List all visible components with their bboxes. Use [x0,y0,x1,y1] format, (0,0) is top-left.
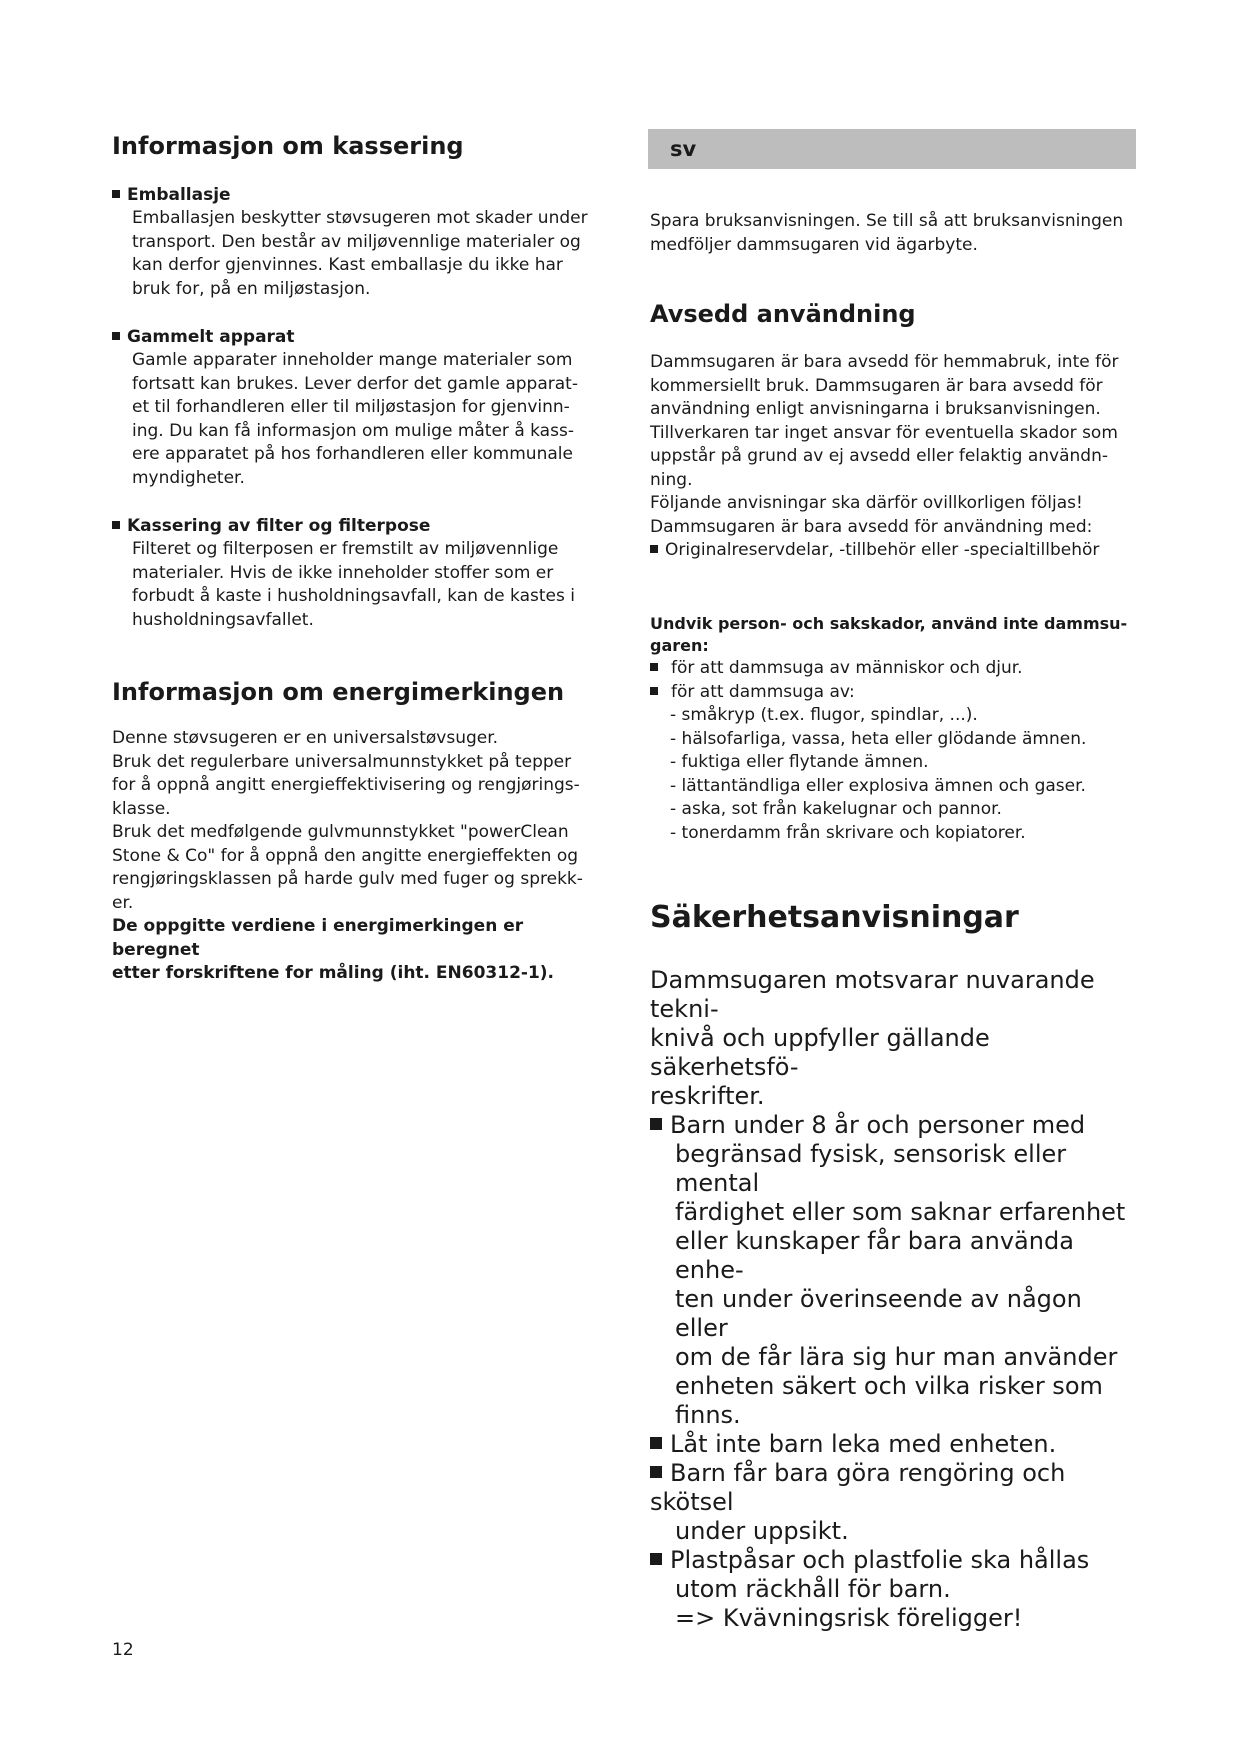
heading-safety: Säkerhetsanvisningar [650,900,1019,935]
bullet-icon [650,663,658,671]
bullet-icon [650,687,658,695]
text-line: fortsatt kan brukes. Lever derfor det gamle apparat- [132,373,578,394]
safety-intro [650,966,1130,1111]
text-line: rengjøringsklassen på harde gulv med fuger og sprekk- [112,869,583,889]
energy-body [112,727,597,986]
text-line: ing. Du kan få informasjon om mulige måter å kass- [132,420,574,441]
text-line: eller kunskaper får bara använda enhe- [675,1227,1074,1284]
intro [650,210,1130,257]
usage-section [650,299,1130,563]
text-line: om de får lära sig hur man använder [675,1343,1118,1371]
safety-bullet-4: Plastpåsar och plastfolie ska hållas utom räckhåll för barn. => Kvävningsrisk föreligger! [650,1546,1130,1633]
text-line: Stone & Co" for å oppnå den angitte energieffekten og [112,845,579,866]
text-line: Följande anvisningar ska därför ovillkorligen följas! [650,493,1083,513]
text-line: medföljer dammsugaren vid ägarbyte. [650,234,978,255]
warn-bullet: för att dammsuga av människor och djur. [650,657,1130,681]
dash-line: - fuktiga eller flytande ämnen. [670,752,929,772]
bold-line: etter forskriftene for måling (iht. EN60312-1). [112,963,555,983]
energy-section [112,677,597,986]
dash-line: - småkryp (t.ex. flugor, spindlar, ...). [670,705,978,725]
text-line: myndigheter. [132,467,245,488]
bold-line: garen: [650,636,709,655]
bullet-icon [650,1118,662,1130]
text-line: reskrifter. [650,1082,765,1110]
heading-energy: Informasjon om energimerkingen [112,678,565,706]
item-body [112,538,597,632]
bold-line: Undvik person- och sakskador, använd inte dammsu- [650,614,1128,633]
item-title: Gammelt apparat [127,327,295,347]
text-line: transport. Den består av miljøvennlige materialer og [132,231,581,252]
text-line: => Kvävningsrisk föreligger! [675,1604,1023,1632]
text-line: uppstår på grund av ej avsedd eller felaktig användn- [650,446,1108,466]
text-line: begränsad fysisk, sensorisk eller mental [675,1140,1067,1197]
heading-usage: Avsedd användning [650,300,916,328]
text-line: Spara bruksanvisningen. Se till så att bruksanvisningen [650,211,1124,231]
usage-body [650,351,1130,563]
warn-bullet: för att dammsuga av: [650,681,1130,705]
page-number: 12 [112,1640,134,1660]
item-packaging [112,183,597,301]
text-line: användning enligt anvisningarna i bruksanvisningen. [650,399,1101,419]
text-line: forbudt å kaste i husholdningsavfall, kan de kastes i [132,586,575,606]
text-line: kommersiellt bruk. Dammsugaren är bara avsedd för [650,375,1103,396]
text-line: under uppsikt. [675,1517,849,1545]
text-line: klasse. [112,798,171,819]
text-line: er. [112,892,134,913]
left-column [112,131,597,161]
text-line: Denne støvsugeren er en universalstøvsuger. [112,728,499,748]
item-body [112,349,597,490]
bold-line: De oppgitte verdiene i energimerkingen er beregnet [112,916,524,960]
text-line: färdighet eller som saknar erfarenhet [675,1198,1126,1226]
safety-section [650,900,1130,1633]
text-line: Filteret og filterposen er fremstilt av miljøvennlige [132,539,559,559]
text-line: knivå och uppfyller gällande säkerhetsfö- [650,1024,990,1081]
text-line: Dammsugaren är bara avsedd för användning med: [650,516,1093,537]
item-title: Emballasje [127,185,231,205]
text-line: Emballasjen beskytter støvsugeren mot skader under [132,208,588,228]
bullet-icon [112,190,120,198]
text-line: Bruk det medfølgende gulvmunnstykket "powerClean [112,822,569,842]
text-line: ning. [650,469,693,490]
safety-bullet-1: Barn under 8 år och personer med begränsad fysisk, sensorisk eller mental färdighet eller som saknar erfarenhet eller kunskaper får bara använda enhe- ten under överinseende av någon eller om de får lära sig hur man använder enheten säkert och vilka risker som finns. [650,1111,1130,1430]
language-code: sv [670,137,697,161]
text-line: Tillverkaren tar inget ansvar för eventuella skador som [650,422,1118,443]
text-line: Dammsugaren är bara avsedd för hemmabruk, inte för [650,352,1119,372]
text-line: husholdningsavfallet. [132,609,314,630]
text-line: et til forhandleren eller til miljøstasjon for gjenvinn- [132,397,570,417]
text-line: ere apparatet på hos forhandleren eller kommunale [132,444,573,464]
item-filter [112,514,597,632]
warning-section [650,613,1130,845]
text-line: kan derfor gjenvinnes. Kast emballasje du ikke har [132,255,563,275]
dash-line: - hälsofarliga, vassa, heta eller glödande ämnen. [670,728,1087,749]
bullet-icon [650,545,658,553]
dash-line: - tonerdamm från skrivare och kopiatorer. [670,822,1026,843]
bullet-icon [650,1466,662,1478]
bullet-icon [112,332,120,340]
dash-line: - lättantändliga eller explosiva ämnen och gaser. [670,775,1086,796]
safety-bullet-2: Låt inte barn leka med enheten. [650,1430,1130,1459]
text-line: bruk for, på en miljøstasjon. [132,278,371,299]
text-line: Gamle apparater inneholder mange materialer som [132,350,573,370]
text-line: for å oppnå angitt energieffektivisering og rengjørings- [112,775,580,795]
item-old-appliance [112,325,597,490]
language-bar [648,129,1136,169]
text-line: utom räckhåll för barn. [675,1575,951,1603]
text-line: Bruk det regulerbare universalmunnstykket på tepper [112,751,572,772]
text-line: ten under överinseende av någon eller [675,1285,1082,1342]
text-line: Dammsugaren motsvarar nuvarande tekni- [650,966,1095,1023]
text-line: finns. [675,1401,741,1429]
dash-line: - aska, sot från kakelugnar och pannor. [670,799,1002,819]
safety-bullet-3: Barn får bara göra rengöring och skötsel under uppsikt. [650,1459,1130,1546]
text-line: materialer. Hvis de ikke inneholder stoffer som er [132,562,554,583]
bullet-icon [650,1437,662,1449]
item-title: Kassering av filter og filterpose [127,516,431,536]
heading-disposal: Informasjon om kassering [112,132,464,160]
bullet-icon [112,521,120,529]
bullet-icon [650,1553,662,1565]
text-line: enheten säkert och vilka risker som [675,1372,1103,1400]
usage-bullet: Originalreservdelar, -tillbehör eller -specialtillbehör [650,539,1130,563]
item-body [112,207,597,301]
